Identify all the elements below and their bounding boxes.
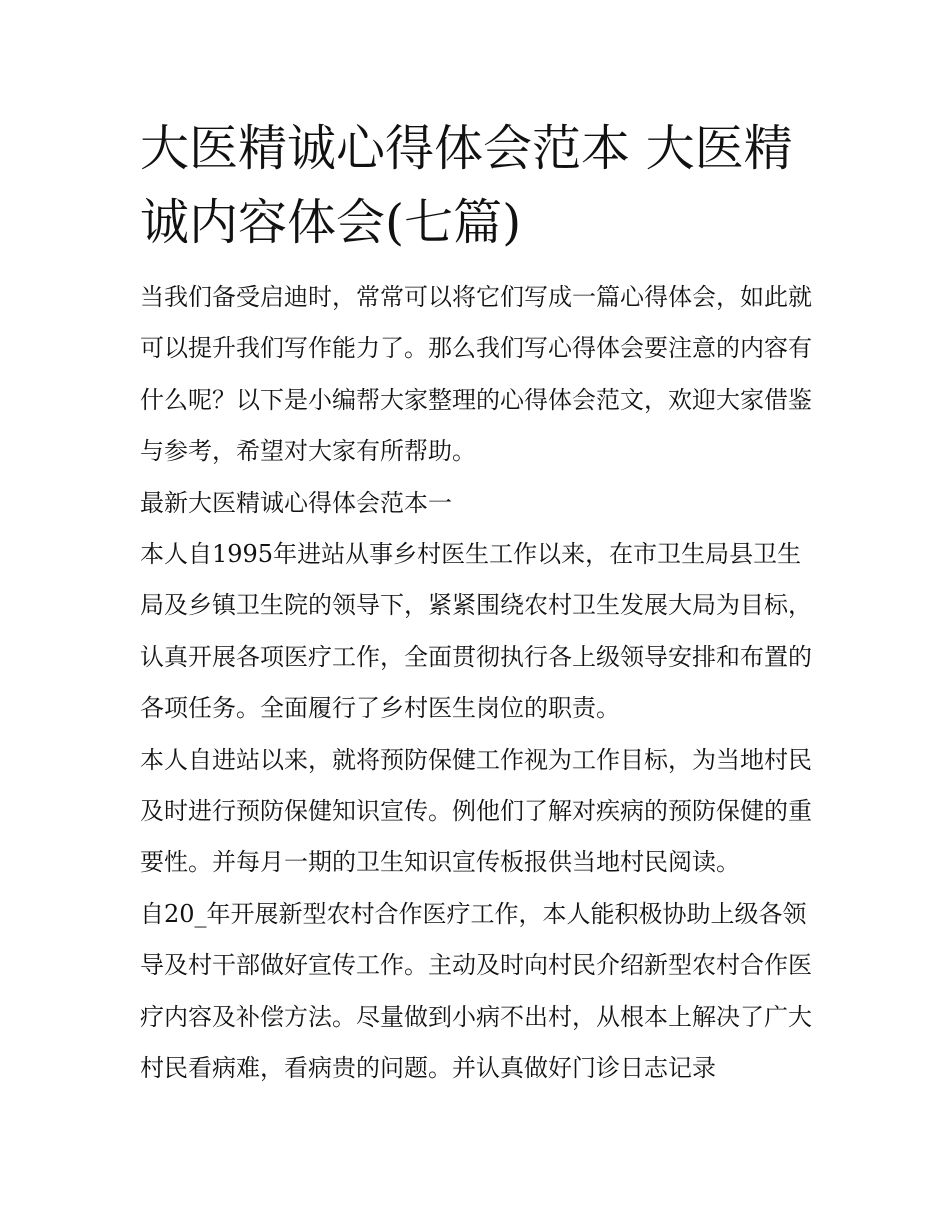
body-paragraph: 本人自1995年进站从事乡村医生工作以来，在市卫生局县卫生局及乡镇卫生院的领导下，紧紧围绕农村卫生发展大局为目标，认真开展各项医疗工作，全面贯彻执行各上级领导安排和布置的各项任务。全面履行了乡村医生岗位的职责。 — [140, 540, 812, 723]
intro-paragraph: 当我们备受启迪时，常常可以将它们写成一篇心得体会，如此就可以提升我们写作能力了。那么我们写心得体会要注意的内容有什么呢？以下是小编帮大家整理的心得体会范文，欢迎大家借鉴与参考，希望对大家有所帮助。 — [140, 283, 812, 466]
body-paragraph: 本人自进站以来，就将预防保健工作视为工作目标，为当地村民及时进行预防保健知识宣传。例他们了解对疾病的预防保健的重要性。并每月一期的卫生知识宣传板报供当地村民阅读。 — [140, 745, 812, 877]
body-paragraph: 自20_年开展新型农村合作医疗工作，本人能积极协助上级各领导及村干部做好宣传工作。主动及时向村民介绍新型农村合作医疗内容及补偿方法。尽量做到小病不出村，从根本上解决了广大村民看病难，看病贵的问题。并认真做好门诊日志记录 — [140, 899, 812, 1083]
section-heading: 最新大医精诚心得体会范本一 — [140, 488, 452, 517]
document-title: 大医精诚心得体会范本 大医精诚内容体会(七篇) — [140, 120, 793, 251]
document-page — [140, 112, 820, 1095]
